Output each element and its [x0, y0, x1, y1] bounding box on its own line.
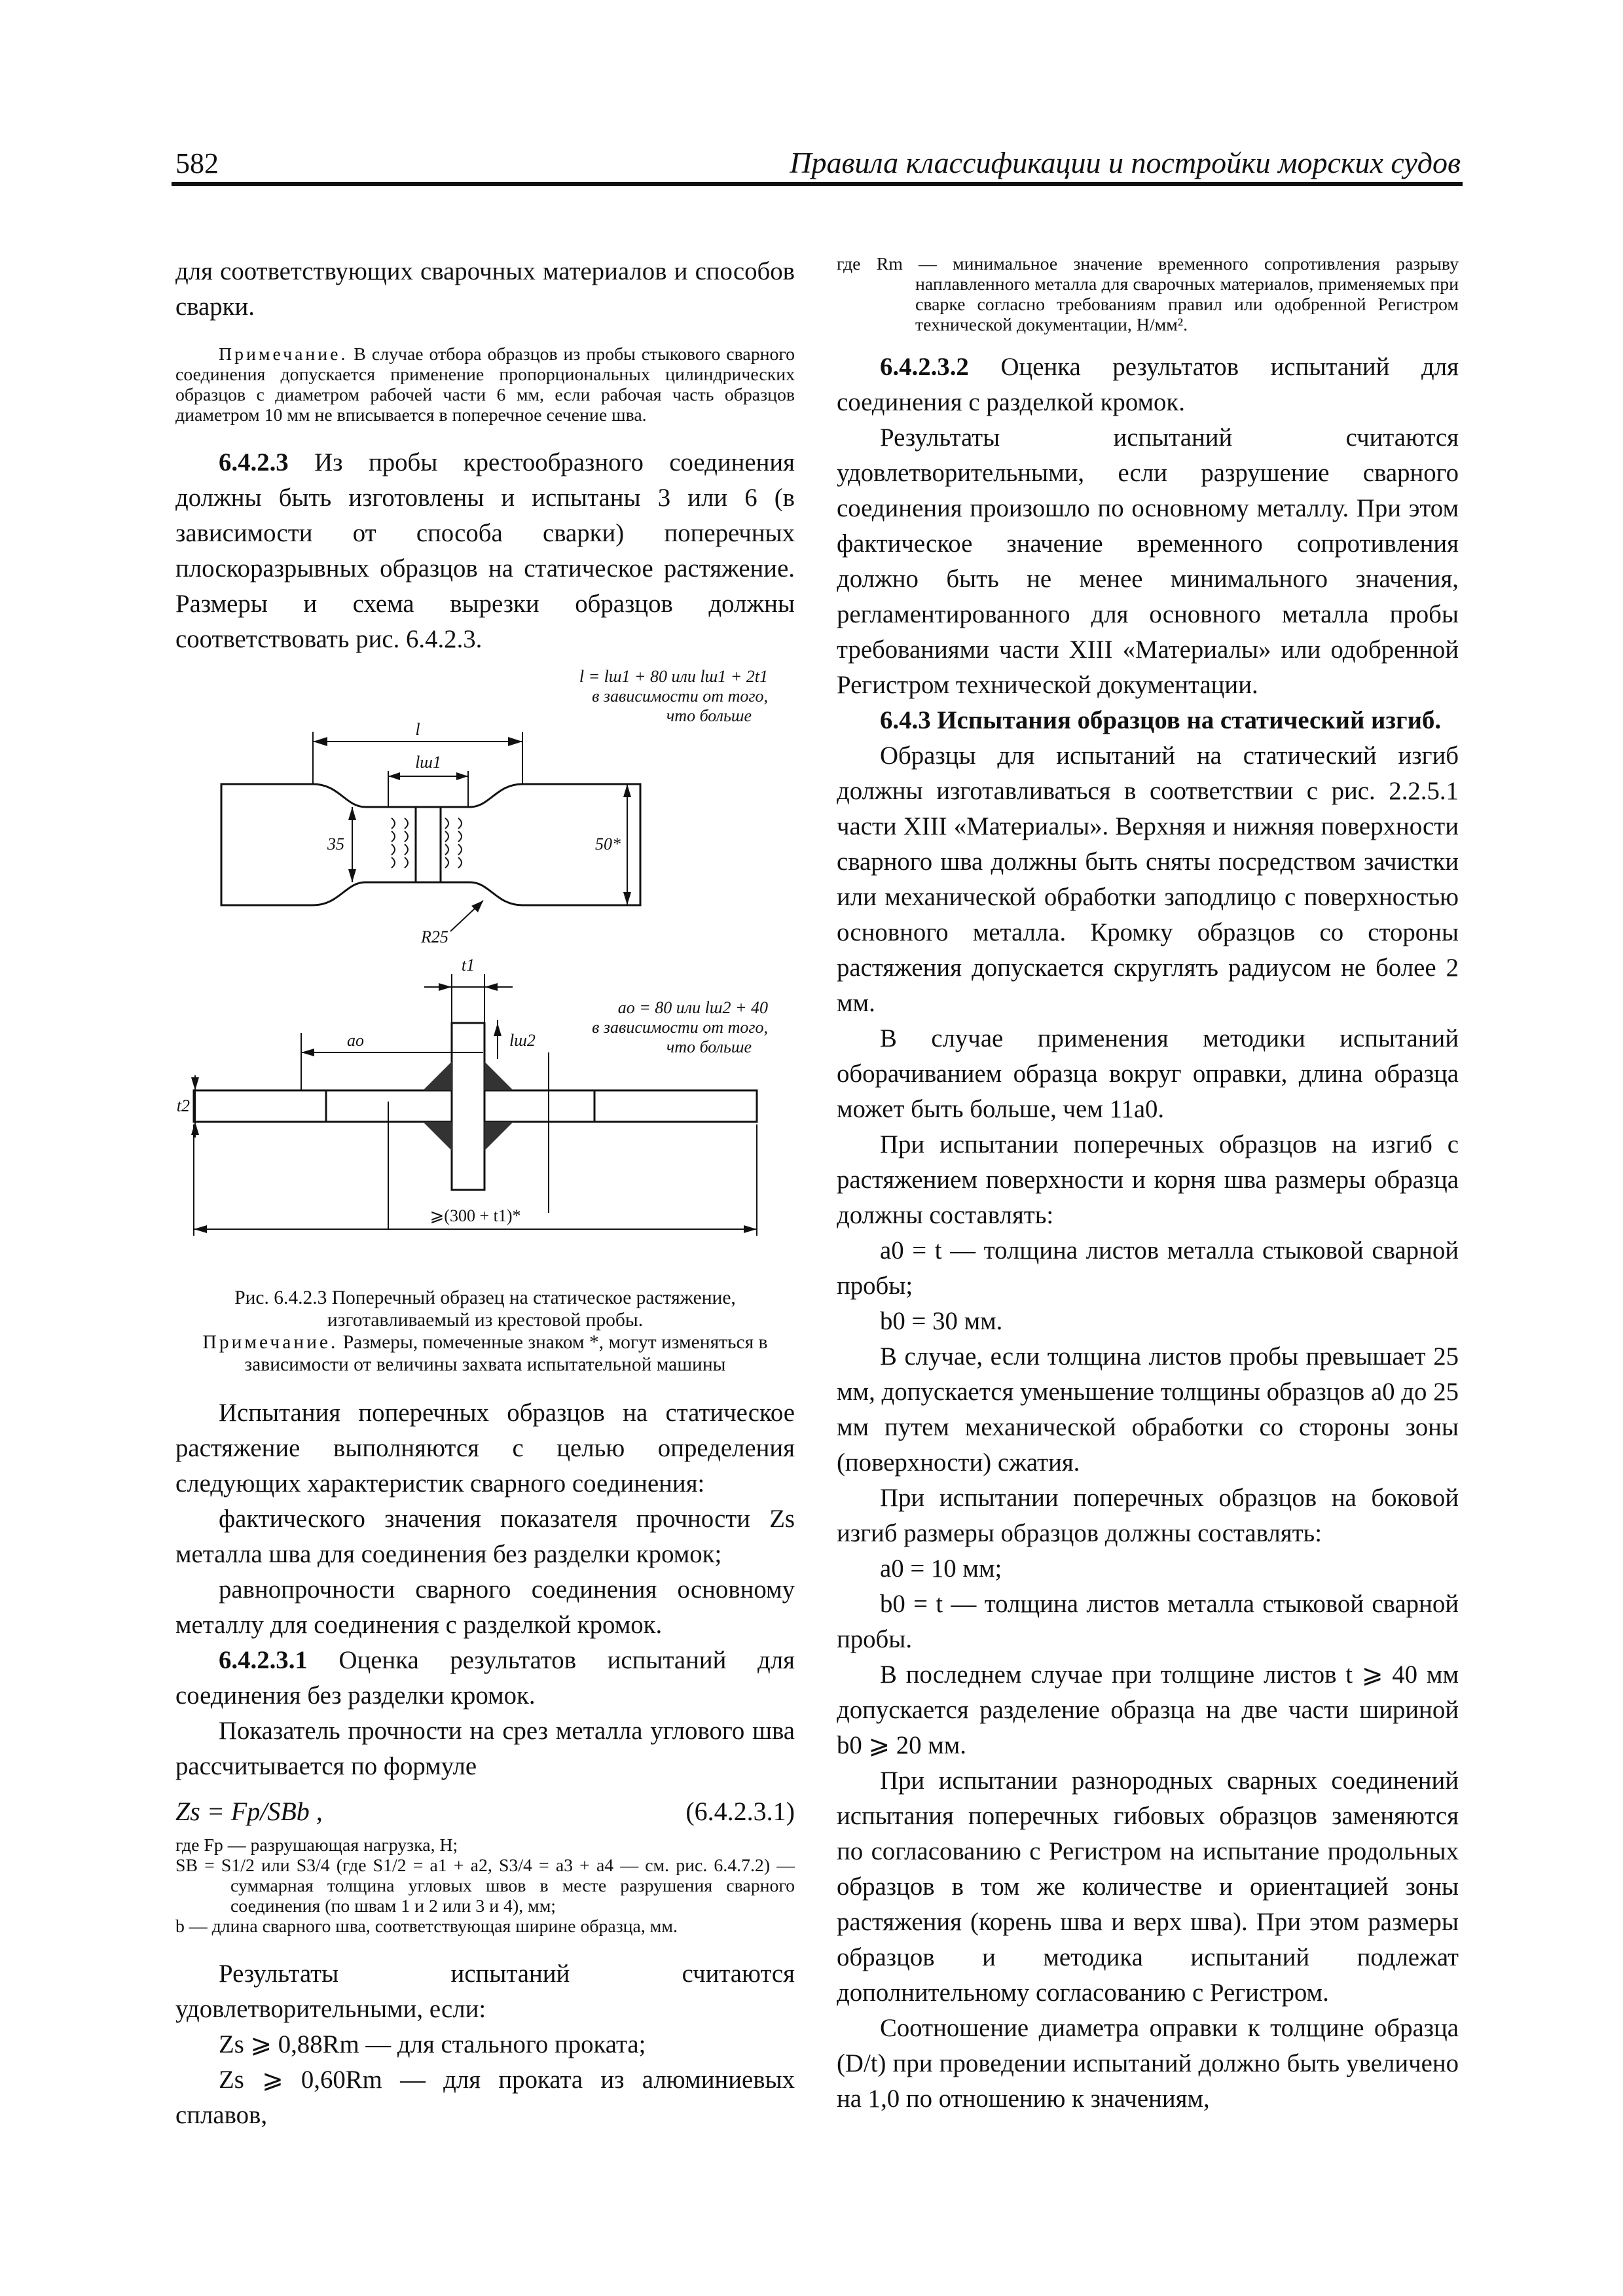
bottom-label-line3: что больше [666, 1037, 752, 1056]
paragraph: a0 = 10 мм; [880, 1554, 1002, 1583]
paragraph: Испытания поперечных образцов на статическое растяжение выполняются с целью определения следующих характеристик сварного соединения: [175, 1399, 795, 1498]
dim-t1: t1 [461, 956, 475, 975]
note-label: Примечание. [219, 344, 348, 365]
paragraph: фактического значения показателя прочности Zs металла шва для соединения без разделки кромок; [175, 1505, 795, 1568]
top-label-line2: в зависимости от того, [592, 687, 768, 706]
paragraph: Образцы для испытаний на статический изгиб должны изготавливаться в соответствии с рис. 2.2.5.1 части XIII «Материалы». Верхняя и нижняя поверхности сварного шва должны быть сняты посредством зачистки или механической обработки заподлицо с поверхностью основного металла. Кромку образцов со стороны растяжения допускается скруглять радиусом не более 2 мм. [837, 742, 1459, 1017]
definition-rm-block [837, 254, 1459, 335]
formula-definitions [175, 1835, 795, 1937]
paragraph: Результаты испытаний считаются удовлетворительными, если разрушение сварного соединения произошло по основному металлу. При этом фактическое значение временного сопротивления должно быть не менее минимального значения, регламентированного для основного металла пробы требованиями части XIII «Материалы» или одобренной Регистром технической документации. [837, 423, 1459, 699]
caption-note-label: Примечание. [202, 1332, 338, 1353]
paragraph: В последнем случае при толщине листов t ⩾ 40 мм допускается разделение образца на две части шириной b0 ⩾ 20 мм. [837, 1660, 1459, 1759]
caption-note-text: Размеры, помеченные знаком *, могут изменяться в зависимости от величины захвата испытательной машины [244, 1332, 768, 1375]
dim-lsh2: lш2 [509, 1031, 536, 1050]
paragraph: При испытании поперечных образцов на боковой изгиб размеры образцов должны составлять: [837, 1484, 1459, 1547]
figure-caption-line1: Рис. 6.4.2.3 Поперечный образец на статическое растяжение, [234, 1287, 736, 1308]
section-number: 6.4.2.3.2 [880, 353, 969, 381]
paragraph: В случае применения методики испытаний оборачиванием образца вокруг оправки, длина образца может быть больше, чем 11a0. [837, 1024, 1459, 1123]
formula-row [175, 1793, 795, 1830]
figure-6-4-2-3 [175, 666, 795, 1282]
dim-35: 35 [327, 834, 344, 853]
paragraph: При испытании разнородных сварных соединений испытания поперечных гибовых образцов заменяются по согласованию с Регистром на испытание продольных образцов в том же количестве и ориентацией зоны растяжения (корень шва и верх шва). При этом размеры образцов и методика испытаний подлежат дополнительному согласованию с Регистром. [837, 1767, 1459, 2007]
header-rule [172, 182, 1463, 186]
condition-aluminium: Zs ⩾ 0,60Rm — для проката из алюминиевых сплавов, [175, 2066, 795, 2129]
paragraph: b0 = 30 мм. [880, 1307, 1003, 1335]
paragraph: для соответствующих сварочных материалов и способов сварки. [175, 257, 795, 321]
paragraph: b0 = t — толщина листов металла стыковой сварной пробы. [837, 1590, 1459, 1653]
dim-ao: ao [347, 1031, 364, 1050]
condition-steel: Zs ⩾ 0,88Rm — для стального проката; [219, 2030, 646, 2058]
top-label-formula: l = lш1 + 80 или lш1 + 2t1 [579, 667, 768, 686]
definition-b: b — длина сварного шва, соответствующая ширине образца, мм. [175, 1916, 678, 1937]
formula: Zs = Fp/SBb , [175, 1797, 323, 1826]
dim-lsh1: lш1 [415, 753, 441, 772]
figure-caption-line2: изготавливаемый из крестовой пробы. [327, 1310, 644, 1331]
section-6-4-3-heading: 6.4.3 Испытания образцов на статический изгиб. [880, 706, 1442, 734]
section-6-4-2-3-1 [175, 1643, 795, 1713]
figure-caption-note [175, 1331, 795, 1376]
paragraph: Соотношение диаметра оправки к толщине образца (D/t) при проведении испытаний должно быть увеличено на 1,0 по отношению к значениям, [837, 2014, 1459, 2113]
dim-l: l [415, 720, 420, 739]
paragraph: равнопрочности сварного соединения основному металлу для соединения с разделкой кромок. [175, 1575, 795, 1639]
dim-total: ⩾(300 + t1)* [429, 1206, 521, 1225]
section-6-4-2-3-2 [837, 350, 1459, 420]
bottom-label-formula: ao = 80 или lш2 + 40 [617, 998, 768, 1017]
definition-rm: где Rm — минимальное значение временного сопротивления разрыву наплавленного металла для сварочных материалов, применяемых при сварке согласно требованиям правил или одобренной Регистром технической документации, Н/мм². [837, 254, 1459, 335]
running-title: Правила классификации и постройки морских судов [790, 146, 1461, 179]
paragraph: Показатель прочности на срез металла углового шва рассчитывается по формуле [175, 1717, 795, 1780]
right-column [837, 254, 1459, 2117]
bottom-label-line2: в зависимости от того, [592, 1018, 768, 1037]
section-number: 6.4.2.3.1 [219, 1646, 308, 1674]
section-6-4-2-3 [175, 445, 795, 657]
dim-t2: t2 [176, 1096, 190, 1115]
definition-fp: где Fp — разрушающая нагрузка, Н; [175, 1835, 458, 1856]
section-number: 6.4.2.3 [219, 448, 289, 476]
formula-number: (6.4.2.3.1) [685, 1797, 795, 1826]
section-text: Оценка результатов испытаний для соединения без разделки кромок. [175, 1646, 795, 1710]
paragraph: При испытании поперечных образцов на изгиб с растяжением поверхности и корня шва размеры образца должны составлять: [837, 1130, 1459, 1229]
paragraph: a0 = t — толщина листов металла стыковой сварной пробы; [837, 1236, 1459, 1300]
definition-sb: SB = S1/2 или S3/4 (где S1/2 = a1 + a2, S3/4 = a3 + a4 — см. рис. 6.4.7.2) — суммарная толщина угловых швов в месте разрушения сварного соединения (по швам 1 и 2 или 3 и 4), мм; [175, 1856, 795, 1916]
paragraph: В случае, если толщина листов пробы превышает 25 мм, допускается уменьшение толщины образцов a0 до 25 мм путем механической обработки со стороны зоны (поверхности) сжатия. [837, 1342, 1459, 1477]
specimen-drawing [175, 666, 795, 1282]
dim-r25: R25 [421, 927, 448, 946]
note [175, 344, 795, 425]
left-column [175, 254, 795, 2133]
paragraph: Результаты испытаний считаются удовлетворительными, если: [175, 1960, 795, 2023]
top-label-line3: что больше [666, 706, 752, 725]
dim-50: 50* [595, 834, 621, 853]
note-text: В случае отбора образцов из пробы стыкового сварного соединения допускается применение пропорциональных цилиндрических образцов с диаметром рабочей части 6 мм, если рабочая часть образцов диаметром 10 мм не вписывается в поперечное сечение шва. [175, 344, 795, 425]
section-text: Оценка результатов испытаний для соединения с разделкой кромок. [837, 353, 1459, 416]
section-text: Из пробы крестообразного соединения должны быть изготовлены и испытаны 3 или 6 (в зависимости от способа сварки) поперечных плоскоразрывных образцов на статическое растяжение. Размеры и схема вырезки образцов должны соответствовать рис. 6.4.2.3. [175, 448, 795, 653]
page-number: 582 [175, 147, 219, 179]
